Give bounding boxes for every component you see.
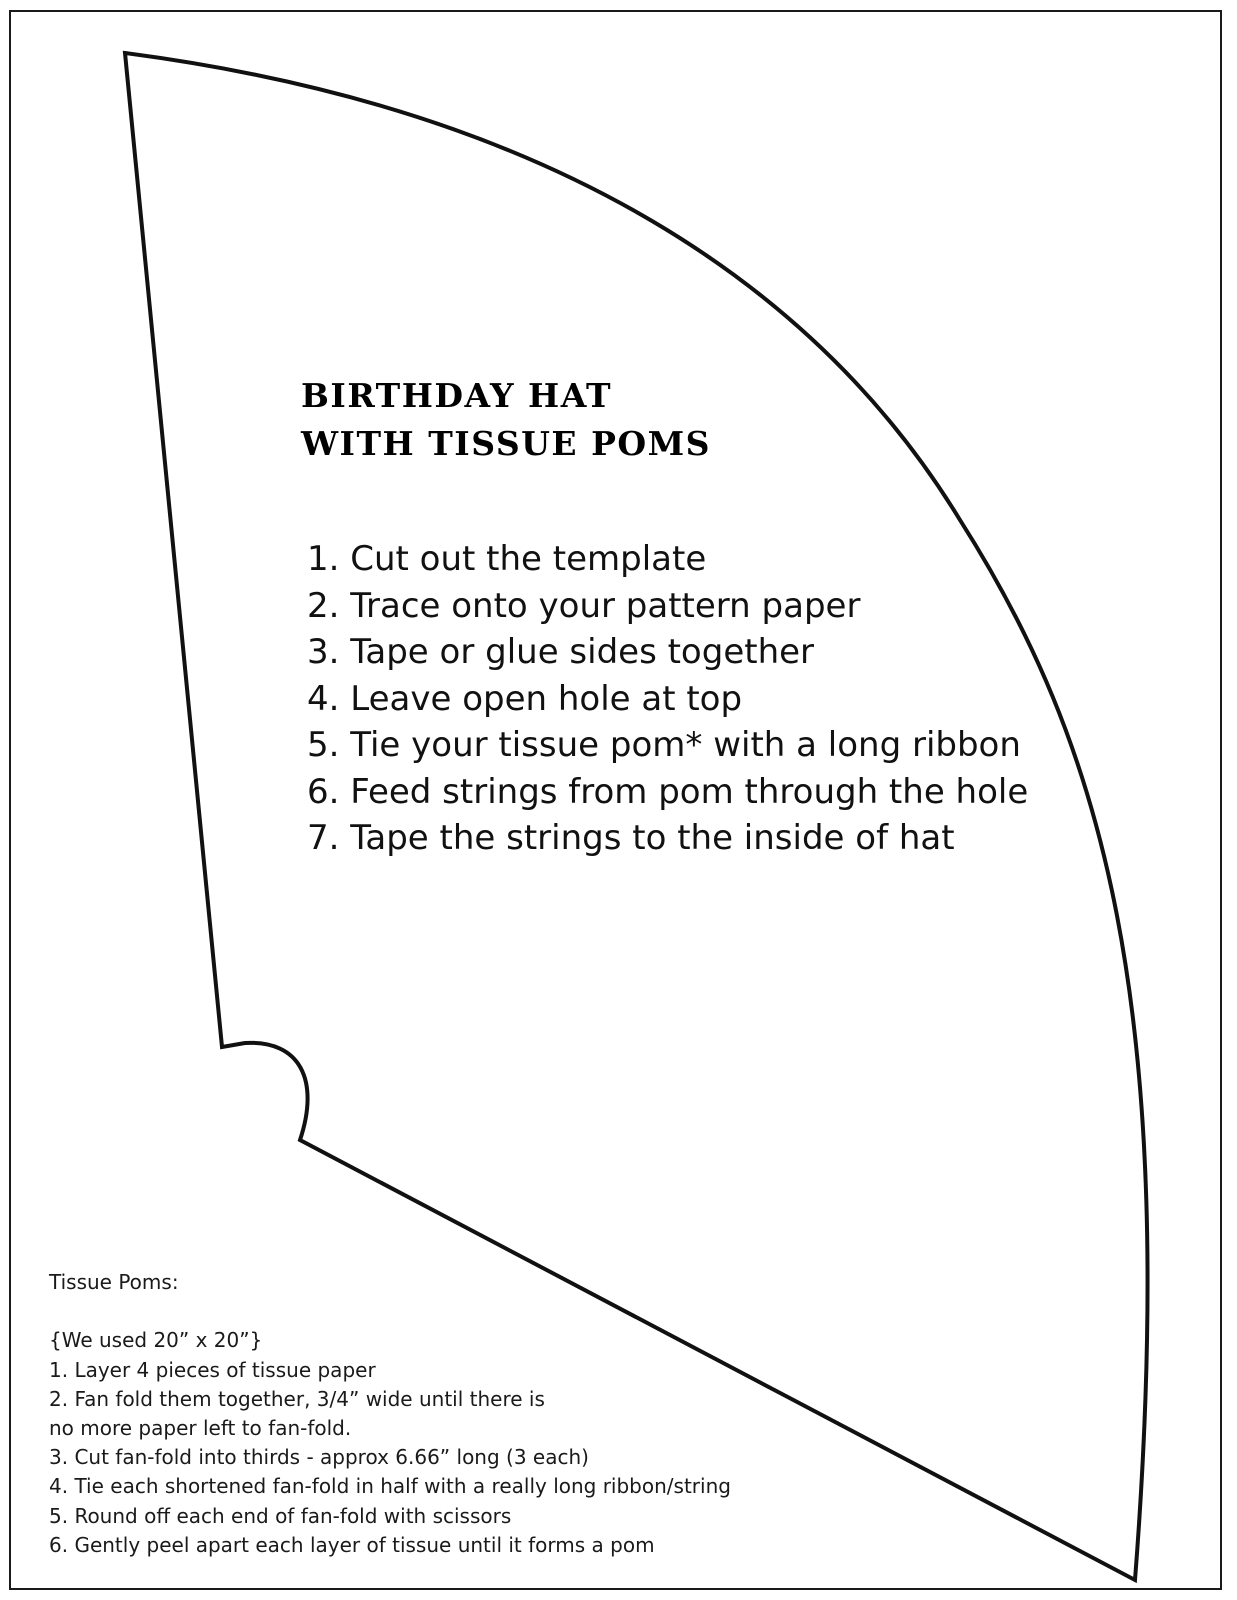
- title-line-1: BIRTHDAY HAT: [301, 376, 613, 415]
- hat-step: 2. Trace onto your pattern paper: [307, 585, 861, 626]
- pom-step: 4. Tie each shortened fan-fold in half with a really long ribbon/string: [49, 1474, 731, 1499]
- hat-step: 5. Tie your tissue pom* with a long ribbon: [307, 725, 1021, 765]
- pom-step-continued: no more paper left to fan-fold.: [49, 1416, 352, 1440]
- pom-step: 1. Layer 4 pieces of tissue paper: [49, 1357, 376, 1382]
- pom-step: 5. Round off each end of fan-fold with scissors: [49, 1503, 512, 1528]
- hat-step: 6. Feed strings from pom through the hole: [307, 771, 1029, 812]
- spacer: [49, 1297, 731, 1326]
- pom-step: 2. Fan fold them together, 3/4” wide until there is: [49, 1386, 545, 1411]
- tissue-size-note: {We used 20” x 20”}: [49, 1328, 263, 1353]
- pom-step: 3. Cut fan-fold into thirds - approx 6.66” long (3 each): [49, 1445, 589, 1470]
- hat-step: 7. Tape the strings to the inside of hat: [307, 818, 955, 858]
- tissue-poms-heading: Tissue Poms:: [49, 1270, 179, 1294]
- hat-step: 1. Cut out the template: [307, 539, 707, 579]
- page-title: [301, 372, 711, 468]
- tissue-poms-section: [49, 1268, 731, 1560]
- hat-instructions-list: [307, 536, 1028, 862]
- hat-step: 3. Tape or glue sides together: [307, 632, 815, 672]
- pom-step: 6. Gently peel apart each layer of tissue until it forms a pom: [49, 1532, 655, 1557]
- hat-step: 4. Leave open hole at top: [307, 678, 743, 719]
- title-line-2: WITH TISSUE POMS: [301, 424, 711, 463]
